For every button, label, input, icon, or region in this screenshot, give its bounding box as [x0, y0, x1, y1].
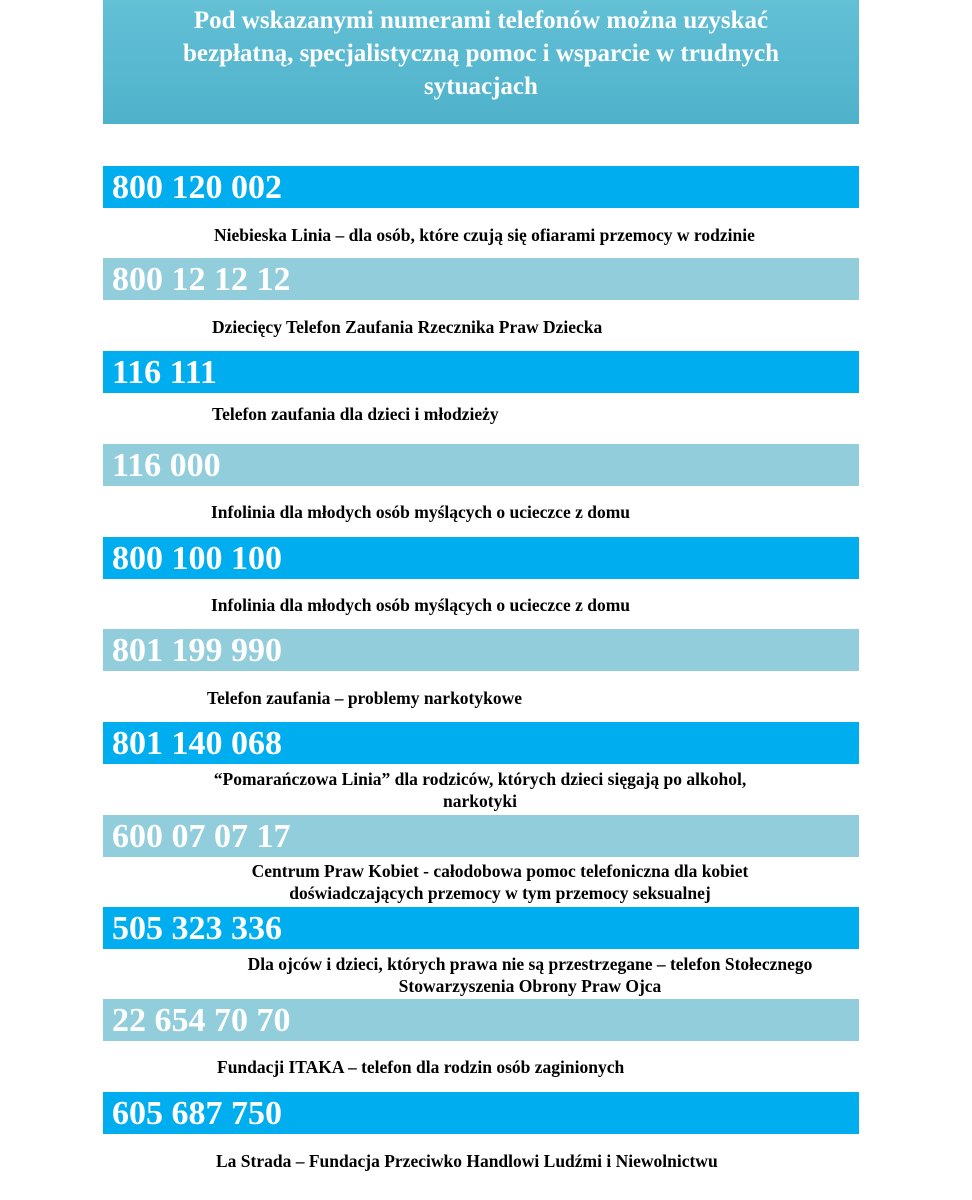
description-line: Niebieska Linia – dla osób, które czują się ofiarami przemocy w rodzinie — [214, 225, 755, 245]
helpline-description — [200, 768, 760, 812]
phone-number-bar: 600 07 07 17 — [103, 815, 859, 857]
description-line: La Strada – Fundacja Przeciwko Handlowi Ludźmi i Niewolnictwu — [216, 1151, 718, 1171]
phone-number-bar: 800 120 002 — [103, 166, 859, 208]
helpline-description — [212, 316, 602, 338]
phone-number-bar: 505 323 336 — [103, 907, 859, 949]
phone-number-bar: 800 12 12 12 — [103, 258, 859, 300]
header-line: bezpłatną, specjalistyczną pomoc i wsparcie w trudnych — [182, 40, 780, 67]
description-line: Dziecięcy Telefon Zaufania Rzecznika Praw Dziecka — [212, 317, 603, 337]
helpline-description — [211, 594, 630, 616]
helpline-description — [210, 953, 850, 997]
helpline-description — [212, 403, 499, 425]
description-line: Fundacji ITAKA – telefon dla rodzin osób zaginionych — [217, 1057, 625, 1077]
phone-number-bar: 116 111 — [103, 351, 859, 393]
description-line: Stowarzyszenia Obrony Praw Ojca — [398, 976, 662, 996]
phone-number-bar: 605 687 750 — [103, 1092, 859, 1134]
helpline-description — [207, 687, 522, 709]
helpline-description — [216, 1150, 718, 1172]
description-line: Infolinia dla młodych osób myślących o ucieczce z domu — [211, 502, 631, 522]
description-line: Centrum Praw Kobiet - całodobowa pomoc telefoniczna dla kobiet — [251, 861, 749, 881]
description-line: Infolinia dla młodych osób myślących o ucieczce z domu — [211, 595, 631, 615]
phone-number-bar: 801 199 990 — [103, 629, 859, 671]
description-line: “Pomarańczowa Linia” dla rodziców, których dzieci sięgają po alkohol, — [213, 769, 747, 789]
phone-number-bar: 116 000 — [103, 444, 859, 486]
helpline-description — [200, 860, 800, 904]
phone-number-bar: 22 654 70 70 — [103, 999, 859, 1041]
description-line: Telefon zaufania – problemy narkotykowe — [207, 688, 523, 708]
phone-number-bar: 801 140 068 — [103, 722, 859, 764]
header-line: Pod wskazanymi numerami telefonów można uzyskać — [193, 7, 769, 34]
header-line: sytuacjach — [424, 73, 538, 100]
helpline-description — [214, 224, 755, 246]
helpline-description — [211, 501, 630, 523]
phone-number-bar: 800 100 100 — [103, 537, 859, 579]
page-header — [103, 0, 859, 124]
description-line: Dla ojców i dzieci, których prawa nie są przestrzegane – telefon Stołecznego — [247, 954, 813, 974]
description-line: Telefon zaufania dla dzieci i młodzieży — [212, 404, 499, 424]
description-line: narkotyki — [443, 791, 517, 811]
helpline-description — [217, 1056, 624, 1078]
description-line: doświadczających przemocy w tym przemocy seksualnej — [289, 883, 711, 903]
